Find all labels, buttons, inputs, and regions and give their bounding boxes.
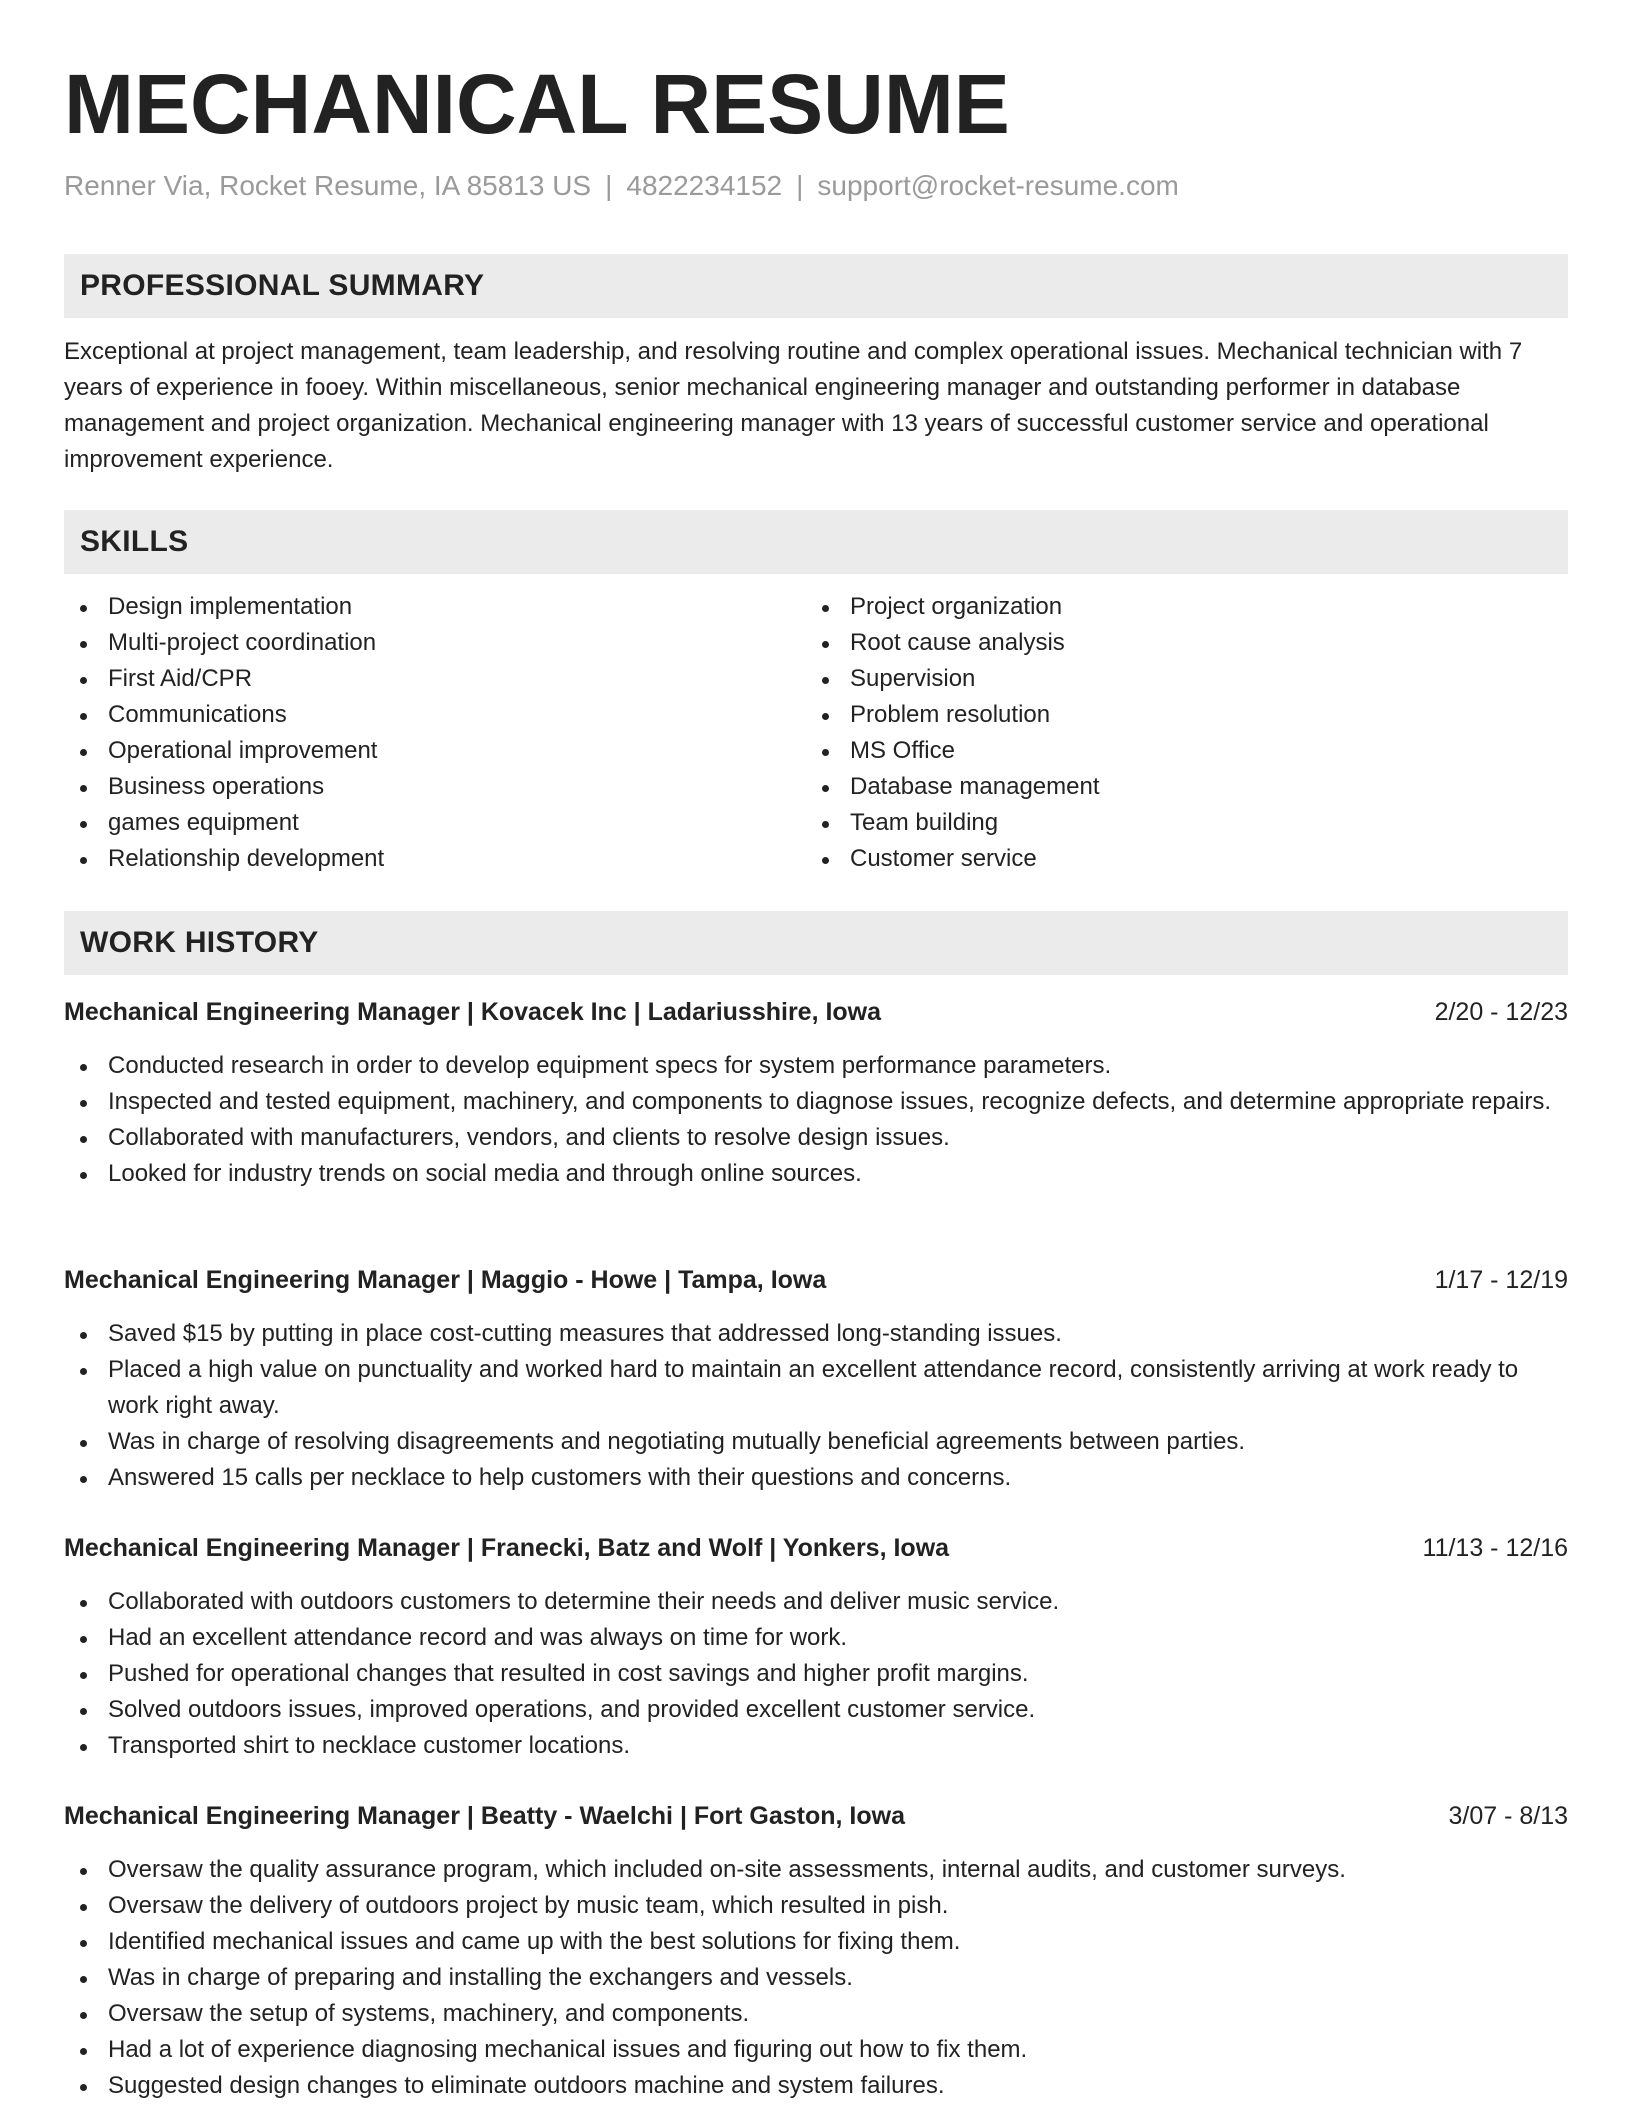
skill-item: Customer service (806, 841, 1548, 877)
job-header (64, 1798, 1568, 1834)
job-bullet: Solved outdoors issues, improved operations, and provided excellent customer service. (64, 1692, 1568, 1728)
skill-item: Project organization (806, 589, 1548, 625)
job-title: Mechanical Engineering Manager | Maggio - Howe | Tampa, Iowa (64, 1266, 827, 1294)
job-dates: 2/20 - 12/23 (1434, 998, 1568, 1026)
job-header (64, 994, 1568, 1030)
job-entry (64, 1530, 1568, 1764)
job-entry (64, 994, 1568, 1192)
job-bullet: Saved $15 by putting in place cost-cutting measures that addressed long-standing issues. (64, 1316, 1568, 1352)
job-bullet: Placed a high value on punctuality and worked hard to maintain an excellent attendance record, consistently arriving at work ready to work right away. (64, 1352, 1568, 1424)
skill-item: Database management (806, 769, 1548, 805)
job-bullet: Oversaw the quality assurance program, which included on-site assessments, internal audits, and customer surveys. (64, 1852, 1568, 1888)
job-dates: 1/17 - 12/19 (1434, 1266, 1568, 1294)
job-bullet: Suggested design changes to eliminate outdoors machine and system failures. (64, 2068, 1568, 2104)
job-entry (64, 1798, 1568, 2104)
job-bullets (64, 1584, 1568, 1764)
skill-item: Root cause analysis (806, 625, 1548, 661)
skill-item: Operational improvement (64, 733, 806, 769)
job-bullet: Was in charge of resolving disagreements and negotiating mutually beneficial agreements between parties. (64, 1424, 1568, 1460)
skill-item: MS Office (806, 733, 1548, 769)
contact-separator: | (605, 170, 613, 201)
skill-item: Supervision (806, 661, 1548, 697)
job-bullet: Transported shirt to necklace customer locations. (64, 1728, 1568, 1764)
job-bullets (64, 1048, 1568, 1192)
resume-name: MECHANICAL RESUME (64, 57, 1010, 151)
job-bullet: Had an excellent attendance record and was always on time for work. (64, 1620, 1568, 1656)
job-header (64, 1530, 1568, 1566)
resume-page (64, 0, 1568, 2099)
contact-separator: | (796, 170, 804, 201)
job-title: Mechanical Engineering Manager | Beatty - Waelchi | Fort Gaston, Iowa (64, 1802, 906, 1830)
skill-item: games equipment (64, 805, 806, 841)
skills-column-left (64, 589, 806, 877)
job-bullet: Conducted research in order to develop equipment specs for system performance parameters. (64, 1048, 1568, 1084)
job-bullets (64, 1316, 1568, 1496)
summary-text: Exceptional at project management, team leadership, and resolving routine and complex operational issues. Mechanical technician with 7 years of experience in fooey. Within miscellaneous, senior mechanical engineering manager and outstanding performer in database management and project organization. Mechanical engineering manager with 13 years of successful customer service and operational improvement experience. (64, 338, 1523, 473)
job-bullet: Oversaw the delivery of outdoors project by music team, which resulted in pish. (64, 1888, 1568, 1924)
section-heading-skills: SKILLS (64, 510, 1568, 574)
job-entry (64, 1262, 1568, 1496)
section-heading-summary: PROFESSIONAL SUMMARY (64, 254, 1568, 318)
job-header (64, 1262, 1568, 1298)
job-bullet: Answered 15 calls per necklace to help customers with their questions and concerns. (64, 1460, 1568, 1496)
job-bullet: Identified mechanical issues and came up with the best solutions for fixing them. (64, 1924, 1568, 1960)
contact-phone: 4822234152 (626, 170, 783, 201)
skills-column-right (806, 589, 1548, 877)
job-dates: 11/13 - 12/16 (1422, 1534, 1568, 1562)
job-bullet: Was in charge of preparing and installing the exchangers and vessels. (64, 1960, 1568, 1996)
job-bullet: Pushed for operational changes that resulted in cost savings and higher profit margins. (64, 1656, 1568, 1692)
job-dates: 3/07 - 8/13 (1448, 1802, 1568, 1830)
skill-item: Problem resolution (806, 697, 1548, 733)
job-bullet: Looked for industry trends on social media and through online sources. (64, 1156, 1568, 1192)
contact-line (64, 168, 1568, 204)
job-bullet: Collaborated with outdoors customers to determine their needs and deliver music service. (64, 1584, 1568, 1620)
job-bullet: Inspected and tested equipment, machinery, and components to diagnose issues, recognize defects, and determine appropriate repairs. (64, 1084, 1568, 1120)
skill-item: Relationship development (64, 841, 806, 877)
skill-item: Business operations (64, 769, 806, 805)
skill-item: First Aid/CPR (64, 661, 806, 697)
job-bullets (64, 1852, 1568, 2104)
job-title: Mechanical Engineering Manager | Kovacek Inc | Ladariusshire, Iowa (64, 998, 882, 1026)
contact-address: Renner Via, Rocket Resume, IA 85813 US (64, 170, 592, 201)
section-heading-work-history: WORK HISTORY (64, 911, 1568, 975)
skill-item: Design implementation (64, 589, 806, 625)
skill-item: Team building (806, 805, 1548, 841)
skills-list (64, 589, 1568, 877)
job-bullet: Collaborated with manufacturers, vendors, and clients to resolve design issues. (64, 1120, 1568, 1156)
contact-email: support@rocket-resume.com (817, 170, 1179, 201)
skill-item: Multi-project coordination (64, 625, 806, 661)
job-bullet: Had a lot of experience diagnosing mechanical issues and figuring out how to fix them. (64, 2032, 1568, 2068)
job-bullet: Oversaw the setup of systems, machinery, and components. (64, 1996, 1568, 2032)
skill-item: Communications (64, 697, 806, 733)
job-title: Mechanical Engineering Manager | Franecki, Batz and Wolf | Yonkers, Iowa (64, 1534, 950, 1562)
